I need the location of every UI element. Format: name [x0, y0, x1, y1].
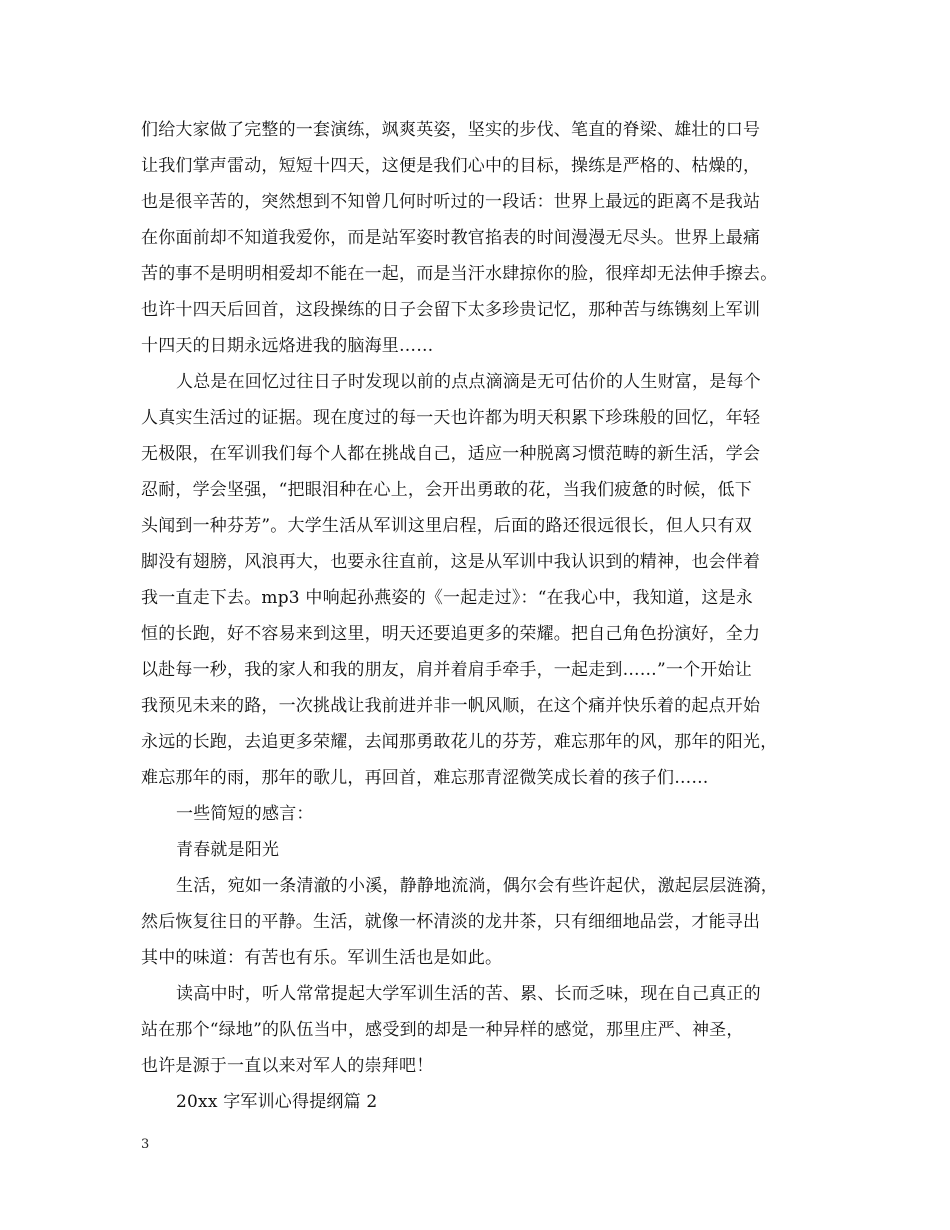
text-line: 忍耐，学会坚强，“把眼泪种在心上，会开出勇敢的花，当我们疲惫的时候，低下 [141, 480, 752, 500]
text-line: 永远的长跑，去追更多荣耀，去闻那勇敢花儿的芬芳，难忘那年的风，那年的阳光， [141, 732, 778, 752]
text-line: 然后恢复往日的平静。生活，就像一杯清淡的龙井茶，只有细细地品尝，才能寻出 [141, 912, 761, 932]
chapter-heading: 20xx 字军训心得提纲篇 2 [176, 1092, 378, 1112]
short-heading: 一些简短的感言： [176, 804, 314, 824]
text-line: 也是很辛苦的，突然想到不知曾几何时听过的一段话：世界上最远的距离不是我站 [141, 192, 761, 212]
text-line: 十四天的日期永远烙进我的脑海里…… [141, 336, 434, 356]
text-line: 苦的事不是明明相爱却不能在一起，而是当汗水肆掠你的脸，很痒却无法伸手擦去。 [141, 264, 778, 284]
paragraph-first-line: 读高中时，听人常常提起大学军训生活的苦、累、长而乏味，现在自己真正的 [176, 984, 761, 1004]
paragraph-first-line: 人总是在回忆过往日子时发现以前的点点滴滴是无可估价的人生财富，是每个 [176, 372, 761, 392]
text-line: 让我们掌声雷动，短短十四天，这便是我们心中的目标，操练是严格的、枯燥的， [141, 156, 761, 176]
text-line: 也许是源于一直以来对军人的崇拜吧！ [141, 1056, 434, 1076]
text-line: 站在那个“绿地”的队伍当中，感受到的却是一种异样的感觉，那里庄严、神圣， [141, 1020, 744, 1040]
text-line: 我预见未来的路，一次挑战让我前进并非一帆风顺，在这个痛并快乐着的起点开始 [141, 696, 761, 716]
section-title: 青春就是阳光 [176, 840, 280, 860]
text-line: 们给大家做了完整的一套演练，飒爽英姿，坚实的步伐、笔直的脊梁、雄壮的口号 [141, 120, 761, 140]
text-line: 头闻到一种芬芳”。大学生活从军训这里启程，后面的路还很远很长，但人只有双 [141, 516, 752, 536]
page-number: 3 [141, 1137, 150, 1152]
text-line: 脚没有翅膀，风浪再大，也要永往直前，这是从军训中我认识到的精神，也会伴着 [141, 552, 761, 572]
paragraph-first-line: 生活，宛如一条清澈的小溪，静静地流淌，偶尔会有些许起伏，激起层层涟漪， [176, 876, 778, 896]
text-line: 无极限，在军训我们每个人都在挑战自己，适应一种脱离习惯范畴的新生活，学会 [141, 444, 761, 464]
text-line: 在你面前却不知道我爱你，而是站军姿时教官掐表的时间漫漫无尽头。世界上最痛 [141, 228, 761, 248]
text-line: 也许十四天后回首，这段操练的日子会留下太多珍贵记忆，那种苦与练镌刻上军训 [141, 300, 761, 320]
text-line: 以赴每一秒，我的家人和我的朋友，肩并着肩手牵手，一起走到……”一个开始让 [141, 660, 752, 680]
text-line: 难忘那年的雨，那年的歌儿，再回首，难忘那青涩微笑成长着的孩子们…… [141, 768, 709, 788]
text-line: 恒的长跑，好不容易来到这里，明天还要追更多的荣耀。把自己角色扮演好，全力 [141, 624, 761, 644]
text-line: 其中的味道：有苦也有乐。军训生活也是如此。 [141, 948, 503, 968]
text-line: 人真实生活过的证据。现在度过的每一天也许都为明天积累下珍珠般的回忆，年轻 [141, 408, 761, 428]
text-line: 我一直走下去。mp3 中响起孙燕姿的《一起走过》：“在我心中，我知道，这是永 [141, 588, 754, 608]
